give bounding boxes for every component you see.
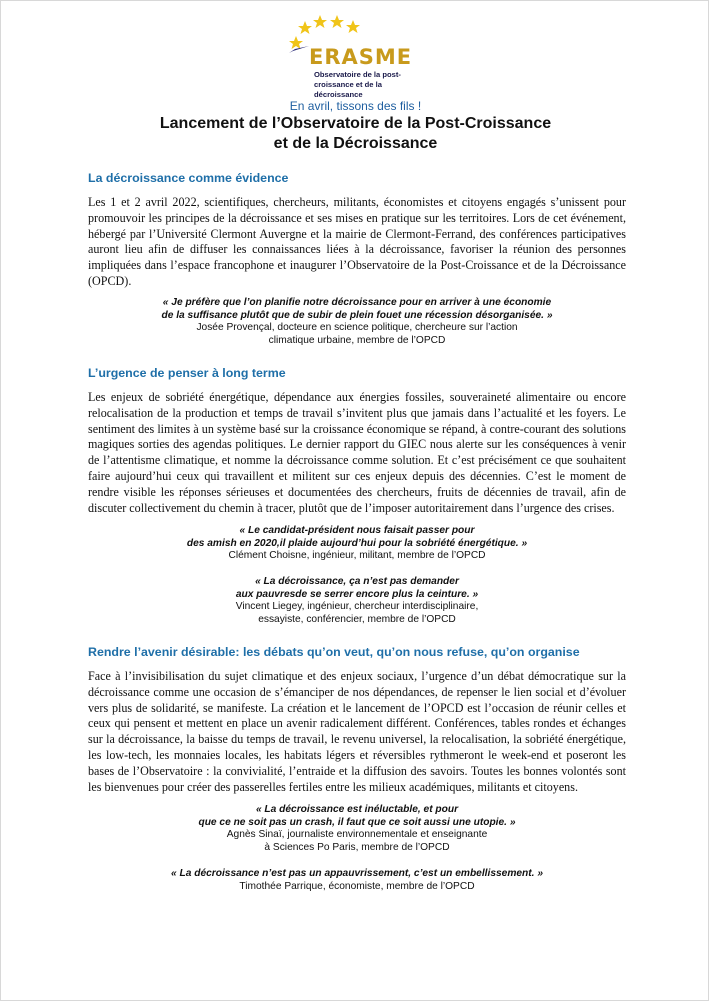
section-heading: Rendre l’avenir désirable: les débats qu’on veut, qu’on nous refuse, qu’on organise [88,645,580,659]
quote-line: « La décroissance n’est pas un appauvrissement, c’est un embellissement. » [171,868,543,879]
quote-line: aux pauvresde se serrer encore plus la ceinture. » [235,588,479,600]
quote-line: « La décroissance, ça n’est pas demander [255,576,459,587]
section-heading: L’urgence de penser à long terme [88,366,286,380]
logo-name: ERASME [309,45,413,69]
quote-block [88,804,626,854]
quote-block [88,576,626,626]
quote-line: « Le candidat-président nous faisait passer pour [239,525,475,536]
quote-author: à Sciences Po Paris, membre de l’OPCD [264,841,450,853]
quote-author: climatique urbaine, membre de l’OPCD [268,334,446,346]
quote-author: Clément Choisne, ingénieur, militant, membre de l’OPCD [228,550,486,562]
quote-author: Agnès Sinaï, journaliste environnementale et enseignante [226,829,488,841]
logo-tagline: Observatoire de la post-croissance et de la décroissance [314,70,401,99]
quote-author: Josée Provençal, docteure en science politique, chercheure sur l’action [196,322,518,334]
page-title [1,114,709,154]
quote-author: essayiste, conférencier, membre de l’OPCD [258,613,456,625]
quote-line: « Je préfère que l’on planifie notre décroissance pour en arriver à une économie [162,297,552,308]
quote-author: Vincent Liegey, ingénieur, chercheur interdisciplinaire, [235,601,479,613]
quote-line: que ce ne soit pas un crash, il faut que ce soit aussi une utopie. » [198,816,516,828]
erasme-logo [283,13,433,99]
section-paragraph: Les enjeux de sobriété énergétique, dépendance aux énergies fossiles, souveraineté alimentaire ou encore relocalisation de la production et temps de travail s’invitent plus que jamais dans l’actualité et les foyers. Le sentiment des limites à un système basé sur la croissance économique se répand, à contre-courant des solutions magiques sorties des agendas politiques. Le dernier rapport du GIEC nous alerte sur les conséquences à venir de l’attentisme climatique, et nomme la décroissance comme solution. Et c’est précisément ce que souhaitent faire aujourd’hui ceux qui travaillent et militent sur ces enjeux depuis des décennies. C’est le moment de rendre visible les réponses sérieuses et documentées des chercheurs, fruits de décennies de travail, afin de discuter collectivement du chemin à tracer, plutôt que de l’imposer autoritairement dans l’urgence des crises. [88,390,626,515]
title-line-2: et de la Décroissance [273,135,438,152]
quote-block [88,525,626,563]
kicker: En avril, tissons des fils ! [289,99,422,113]
quote-line: de la suffisance plutôt que de subir de plein fouet une récession désorganisée. » [161,309,553,321]
section-paragraph: Face à l’invisibilisation du sujet climatique et des enjeux sociaux, l’urgence d’un débat démocratique sur la décroissance comme une occasion de s’émanciper de nos dépendances, de repenser le lien social et d’évoluer vers plus de solidarité, se manifeste. La création et le lancement de l’OPCD est l’occasion de réunir celles et ceux qui pensent et mettent en place un avenir radicalement différent. Conférences, tables rondes et échanges sur la décroissance, la baisse du temps de travail, le revenu universel, la relocalisation, la sobriété énergétique, les low-tech, les monnaies locales, les habitats légers et réversibles rythmeront le week-end et poseront les bases de l’Observatoire : la convivialité, l’entraide et la diffusion des savoirs. Toutes les bonnes volontés sont les bienvenues pour créer des passerelles fertiles entre les milieux académiques, militants et citoyens. [88,669,626,794]
quote-block [88,297,626,347]
quote-line: des amish en 2020,il plaide aujourd’hui pour la sobriété énergétique. » [186,537,528,549]
quote-line: « La décroissance est inéluctable, et pour [255,804,459,815]
quote-block [88,868,626,893]
title-line-1: Lancement de l’Observatoire de la Post-Croissance [159,115,552,132]
section-heading: La décroissance comme évidence [88,171,289,185]
section-paragraph: Les 1 et 2 avril 2022, scientifiques, chercheurs, militants, économistes et citoyens engagés s’unissent pour promouvoir les principes de la décroissance et ses mises en pratique sur les territoires. Lors de cet événement, hébergé par l’Université Clermont Auvergne et la mairie de Clermont-Ferrand, des conférences participatives auront lieu afin de diffuser les connaissances liées à la décroissance, favoriser la réunion des personnes impliquées dans l’espace francophone et inaugurer l’Observatoire de la Post-Croissance et de la Décroissance (OPCD). [88,195,626,288]
quote-author: Timothée Parrique, économiste, membre de l’OPCD [239,880,475,892]
